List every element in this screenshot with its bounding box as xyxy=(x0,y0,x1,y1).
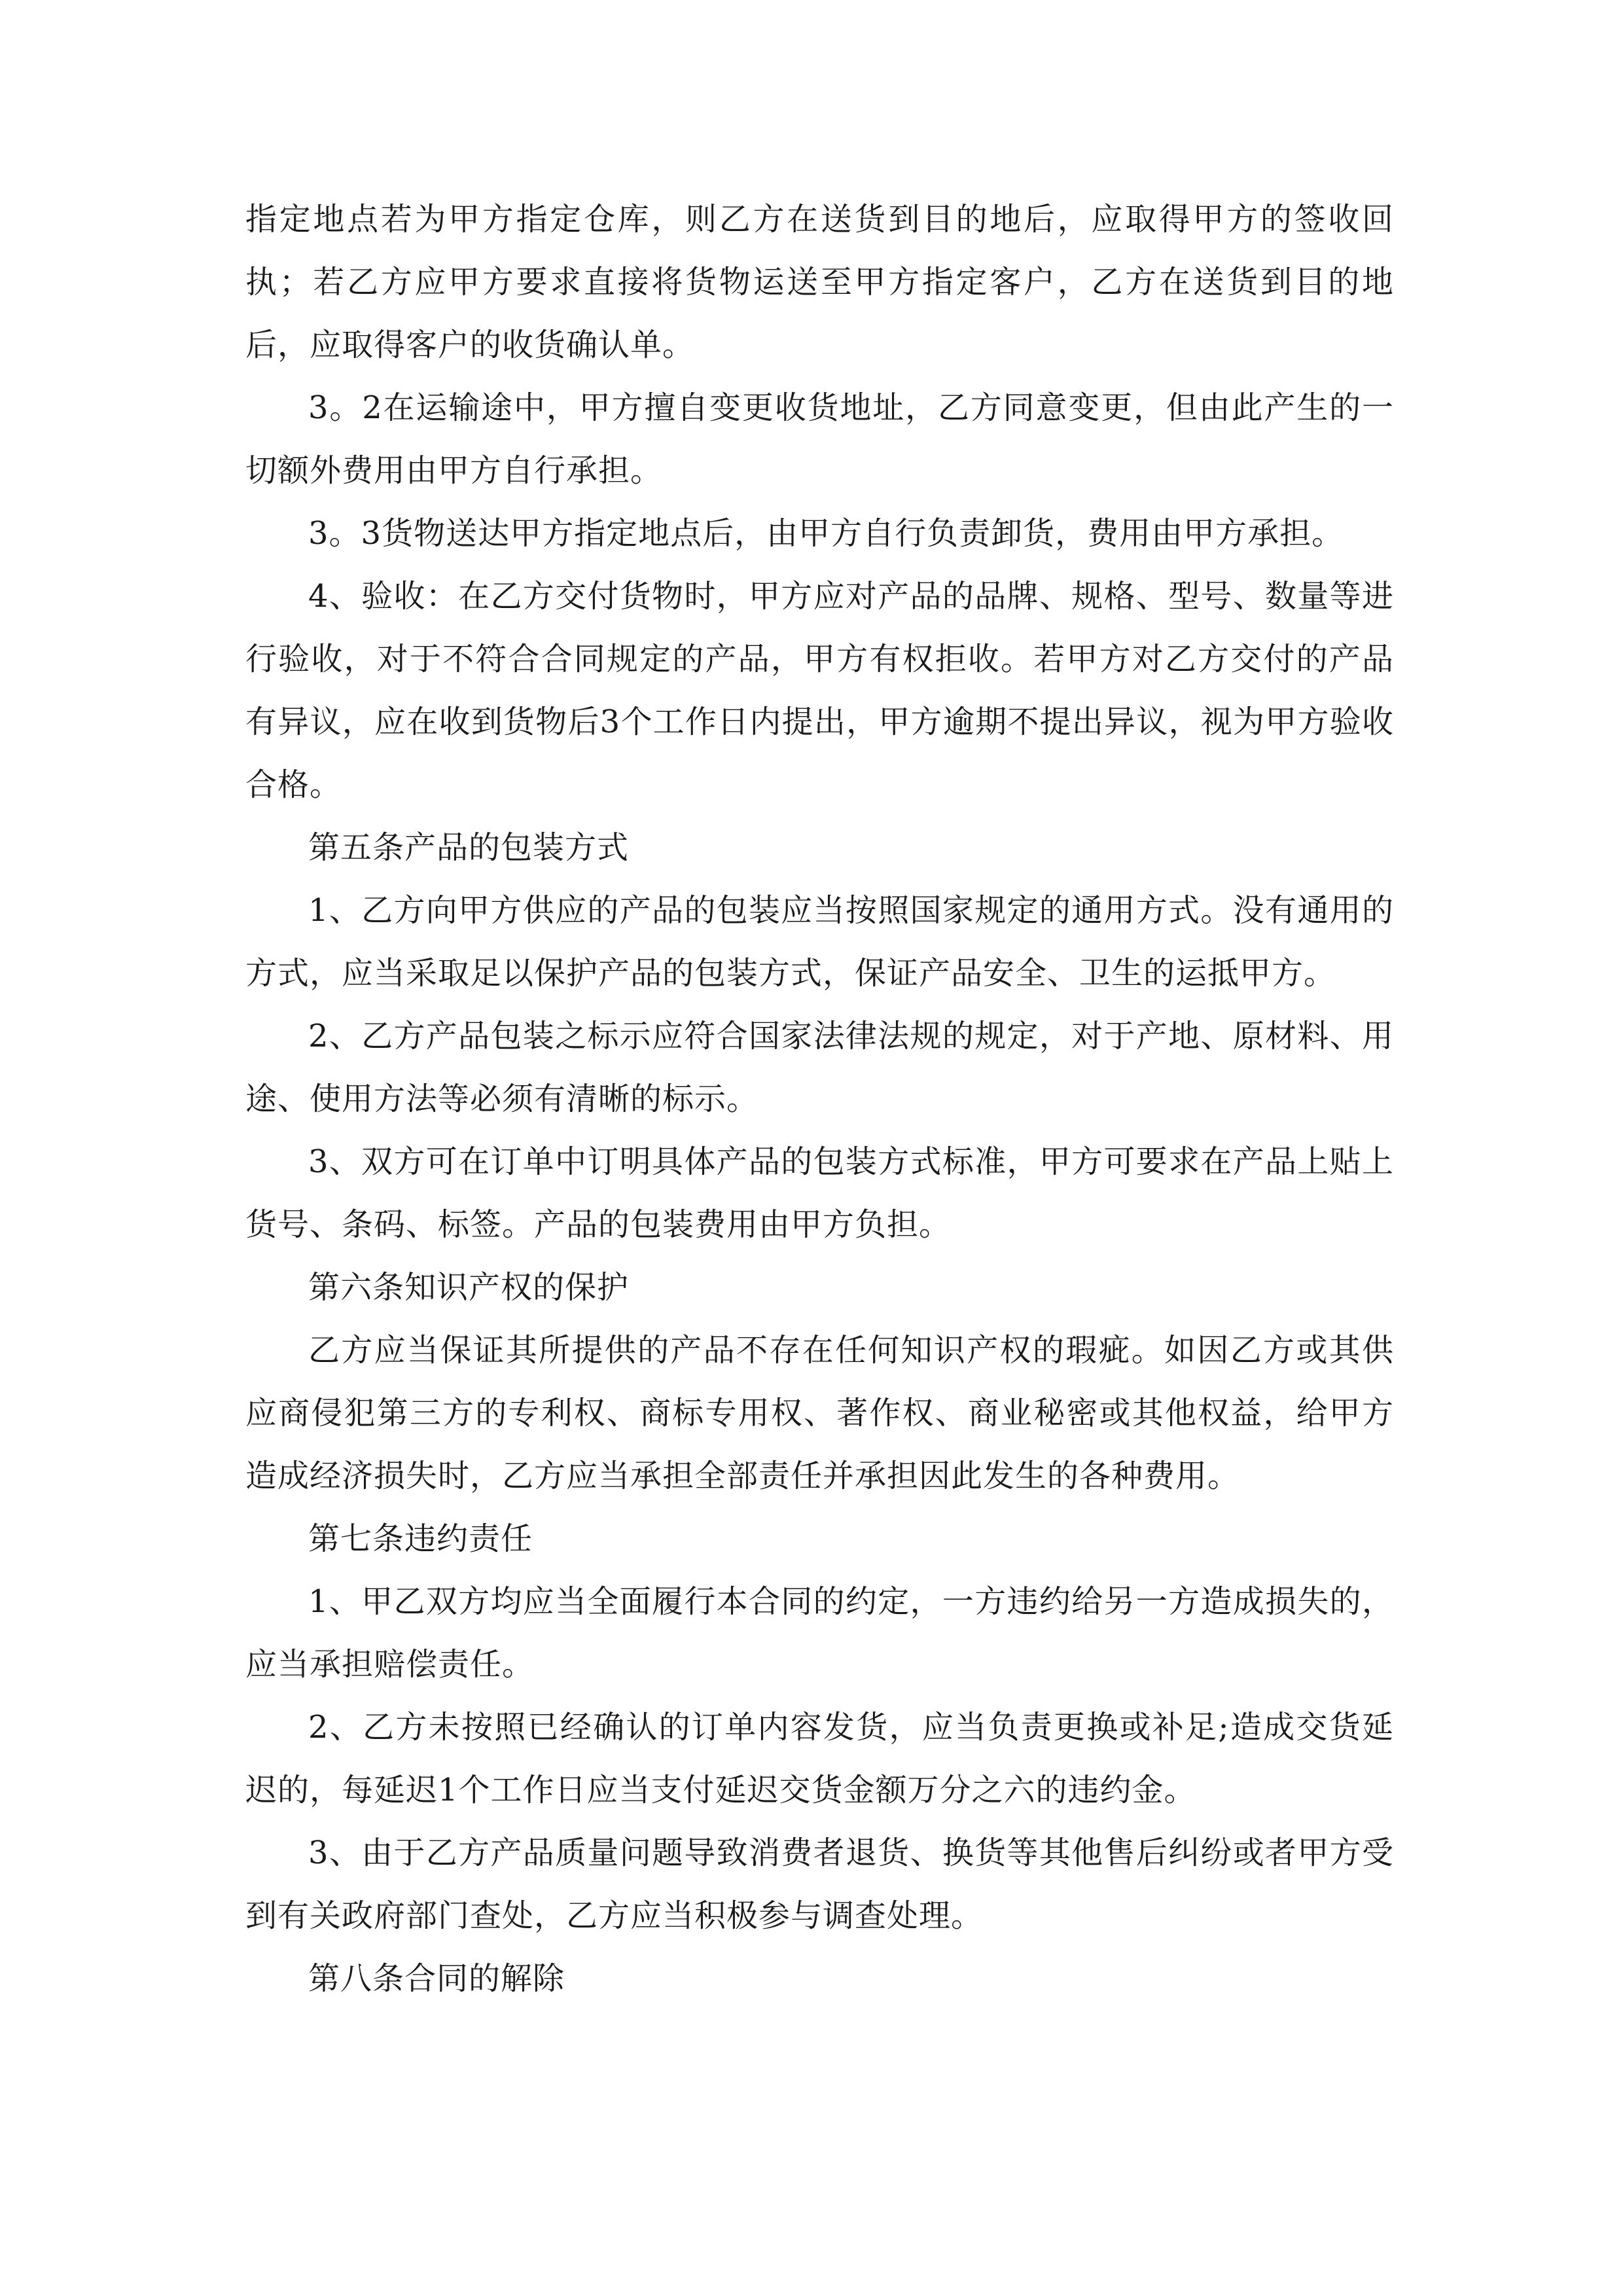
section-heading-article-6: 第六条知识产权的保护 xyxy=(308,1269,630,1306)
section-heading-article-5: 第五条产品的包装方式 xyxy=(308,829,630,866)
paragraph-delivery-receipt: 指定地点若为甲方指定仓库，则乙方在送货到目的地后，应取得甲方的签收回执；若乙方应甲方要求直接将货物运送至甲方指定客户，乙方在送货到目的地后，应取得客户的收货确认单。 xyxy=(245,201,1394,363)
paragraph-article-7-item-1: 1、甲乙双方均应当全面履行本合同的约定，一方违约给另一方造成损失的，应当承担赔偿责任。 xyxy=(245,1583,1394,1683)
paragraph-article-5-item-3: 3、双方可在订单中订明具体产品的包装方式标准，甲方可要求在产品上贴上货号、条码、标签。产品的包装费用由甲方负担。 xyxy=(245,1143,1394,1243)
document-body xyxy=(245,188,1394,2010)
paragraph-clause-3-2: 3。2在运输途中，甲方擅自变更收货地址，乙方同意变更，但由此产生的一切额外费用由甲方自行承担。 xyxy=(245,389,1394,489)
paragraph-article-7-item-3: 3、由于乙方产品质量问题导致消费者退货、换货等其他售后纠纷或者甲方受到有关政府部门查处，乙方应当积极参与调查处理。 xyxy=(245,1835,1394,1934)
paragraph-article-5-item-1: 1、乙方向甲方供应的产品的包装应当按照国家规定的通用方式。没有通用的方式，应当采取足以保护产品的包装方式，保证产品安全、卫生的运抵甲方。 xyxy=(245,892,1394,992)
paragraph-clause-3-3: 3。3货物送达甲方指定地点后，由甲方自行负责卸货，费用由甲方承担。 xyxy=(308,515,1344,552)
paragraph-article-6-body: 乙方应当保证其所提供的产品不存在任何知识产权的瑕疵。如因乙方或其供应商侵犯第三方的专利权、商标专用权、著作权、商业秘密或其他权益，给甲方造成经济损失时，乙方应当承担全部责任并承担因此发生的各种费用。 xyxy=(245,1332,1394,1494)
paragraph-article-7-item-2: 2、乙方未按照已经确认的订单内容发货，应当负责更换或补足;造成交货延迟的，每延迟1个工作日应当支付延迟交货金额万分之六的违约金。 xyxy=(245,1709,1394,1808)
section-heading-article-7: 第七条违约责任 xyxy=(308,1520,533,1557)
paragraph-clause-4-inspection: 4、验收：在乙方交付货物时，甲方应对产品的品牌、规格、型号、数量等进行验收，对于不符合合同规定的产品，甲方有权拒收。若甲方对乙方交付的产品有异议，应在收到货物后3个工作日内提出，甲方逾期不提出异议，视为甲方验收合格。 xyxy=(245,578,1394,803)
paragraph-article-5-item-2: 2、乙方产品包装之标示应符合国家法律法规的规定，对于产地、原材料、用途、使用方法等必须有清晰的标示。 xyxy=(245,1018,1394,1117)
section-heading-article-8: 第八条合同的解除 xyxy=(308,1960,565,1997)
